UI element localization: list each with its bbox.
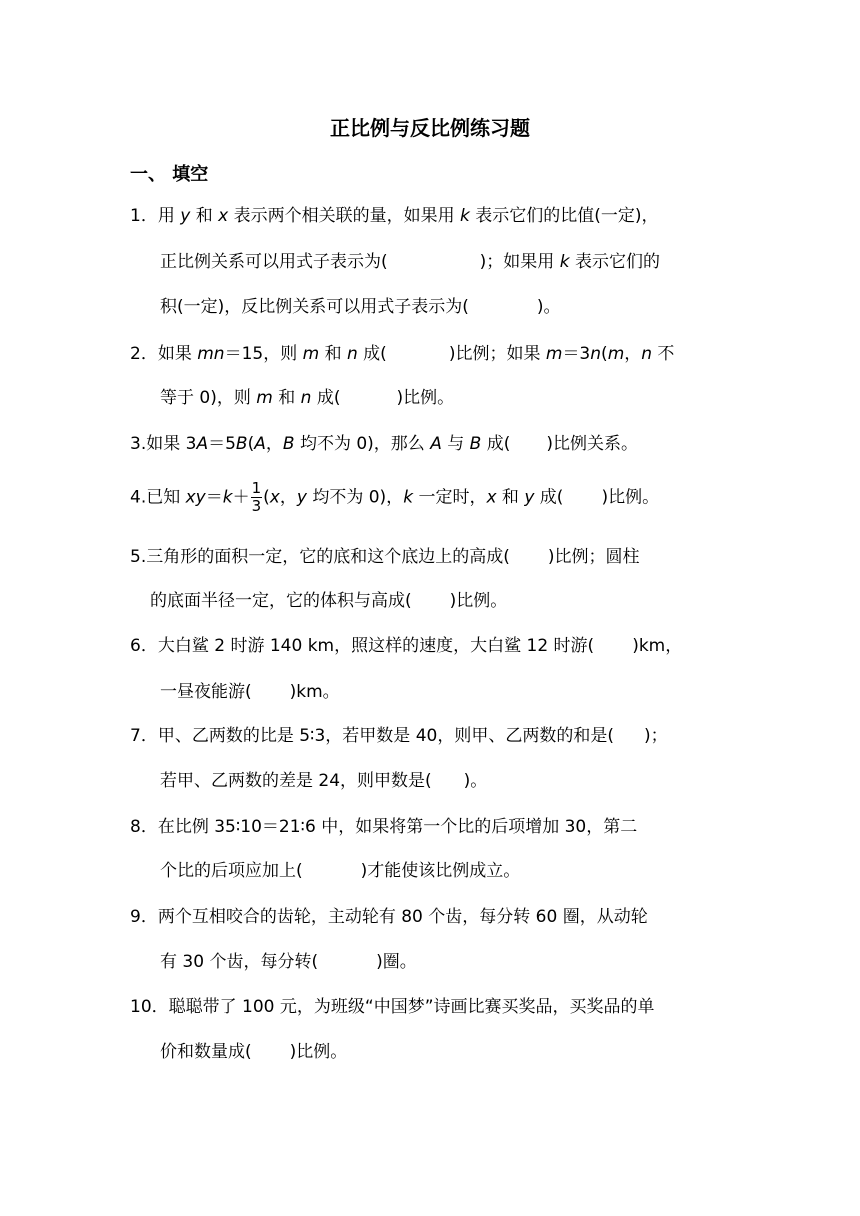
q6-line-2 bbox=[160, 680, 340, 704]
text: 一定时， bbox=[413, 487, 487, 508]
text: )。 bbox=[536, 297, 561, 317]
text: )km。 bbox=[289, 682, 340, 702]
text: ( bbox=[263, 487, 270, 508]
text: ＝5 bbox=[208, 434, 236, 454]
text: )比例。 bbox=[601, 487, 660, 508]
text: )比例；如果 bbox=[448, 344, 546, 364]
text: 大白鲨 2 时游 140 km，照这样的速度，大白鲨 12 时游( bbox=[157, 636, 595, 656]
question-number: 1． bbox=[130, 206, 158, 226]
variable: m bbox=[256, 388, 273, 408]
text: 在比例 35∶10＝21∶6 中，如果将第一个比的后项增加 30，第二 bbox=[157, 817, 638, 837]
q8-line-2 bbox=[160, 859, 520, 883]
text: 成( bbox=[357, 344, 387, 364]
variable: y bbox=[524, 487, 535, 508]
text: ， bbox=[279, 487, 297, 508]
text: )比例；圆柱 bbox=[547, 547, 640, 567]
variable: k bbox=[459, 206, 470, 226]
text: )比例。 bbox=[289, 1042, 348, 1062]
text: 如果 bbox=[157, 344, 198, 364]
text: 和 bbox=[272, 388, 301, 408]
variable: m bbox=[302, 344, 320, 364]
text: 不 bbox=[652, 344, 675, 364]
variable: xy bbox=[185, 487, 206, 508]
text: 均不为 0)，那么 bbox=[294, 434, 431, 454]
text: 若甲、乙两数的差是 24，则甲数是( bbox=[160, 771, 432, 791]
text: 表示它们的比值(一定)， bbox=[469, 206, 659, 226]
variable: B bbox=[469, 434, 482, 454]
text: 表示它们的 bbox=[569, 252, 660, 272]
variable: m bbox=[607, 344, 625, 364]
text: )比例。 bbox=[396, 388, 455, 408]
variable: y bbox=[296, 487, 307, 508]
variable: B bbox=[282, 434, 295, 454]
text: 表示两个相关联的量，如果用 bbox=[228, 206, 460, 226]
text: 两个互相咬合的齿轮，主动轮有 80 个齿，每分转 60 圈，从动轮 bbox=[157, 907, 648, 927]
variable: n bbox=[300, 388, 312, 408]
text: )圈。 bbox=[376, 952, 417, 972]
text: )km， bbox=[632, 636, 683, 656]
variable: mn bbox=[197, 344, 225, 364]
q5-line-2 bbox=[150, 589, 507, 613]
question-number: 9． bbox=[130, 907, 158, 927]
text: )比例关系。 bbox=[546, 434, 639, 454]
text: 等于 0)，则 bbox=[160, 388, 257, 408]
text: )比例。 bbox=[449, 591, 508, 611]
text: 聪聪带了 100 元，为班级“中国梦”诗画比赛买奖品，买奖品的单 bbox=[168, 997, 655, 1017]
text: 3.如果 3 bbox=[130, 434, 197, 454]
text: )；如果用 bbox=[479, 252, 560, 272]
text: 甲、乙两数的比是 5∶3，若甲数是 40，则甲、乙两数的和是( bbox=[157, 726, 614, 746]
variable: x bbox=[269, 487, 280, 508]
question-number: 8． bbox=[130, 817, 158, 837]
text: )才能使该比例成立。 bbox=[360, 861, 521, 881]
question-number: 10． bbox=[130, 997, 169, 1017]
text: 成( bbox=[481, 434, 511, 454]
q7-line-1 bbox=[130, 724, 668, 748]
variable: x bbox=[218, 206, 229, 226]
fraction-numerator: 1 bbox=[251, 479, 262, 497]
variable: A bbox=[430, 434, 442, 454]
q5-line-1 bbox=[130, 545, 640, 569]
variable: A bbox=[196, 434, 209, 454]
question-number: 6． bbox=[130, 636, 158, 656]
fraction-denominator: 3 bbox=[251, 497, 262, 515]
text: 的底面半径一定，它的体积与高成( bbox=[150, 591, 412, 611]
variable: n bbox=[347, 344, 358, 364]
q1-line-2 bbox=[160, 250, 660, 274]
variable: m bbox=[545, 344, 563, 364]
page-title: 正比例与反比例练习题 bbox=[330, 116, 530, 140]
q3-line-1 bbox=[130, 432, 638, 456]
text: 成( bbox=[311, 388, 341, 408]
text: )； bbox=[643, 726, 668, 746]
variable: k bbox=[559, 252, 570, 272]
question-number: 7． bbox=[130, 726, 158, 746]
text: 用 bbox=[157, 206, 175, 226]
text: 与 bbox=[441, 434, 470, 454]
section-heading: 一、 填空 bbox=[130, 164, 209, 185]
variable: x bbox=[486, 487, 497, 508]
variable: A bbox=[254, 434, 266, 454]
q2-line-1 bbox=[130, 342, 674, 366]
variable: k bbox=[403, 487, 414, 508]
q4-line-1 bbox=[130, 480, 659, 515]
text: ( bbox=[601, 344, 608, 364]
text: 积(一定)，反比例关系可以用式子表示为( bbox=[160, 297, 469, 317]
q2-line-2 bbox=[160, 386, 454, 410]
variable: n bbox=[641, 344, 653, 364]
text: 和 bbox=[496, 487, 525, 508]
q9-line-2 bbox=[160, 950, 417, 974]
q1-line-3 bbox=[160, 295, 561, 319]
text: 成( bbox=[534, 487, 564, 508]
text: 正比例关系可以用式子表示为( bbox=[160, 252, 388, 272]
q6-line-1 bbox=[130, 634, 682, 658]
variable: B bbox=[235, 434, 248, 454]
text: 和 bbox=[319, 344, 347, 364]
fraction bbox=[251, 480, 263, 515]
text: 5.三角形的面积一定，它的底和这个底边上的高成( bbox=[130, 547, 510, 567]
text: 有 30 个齿，每分转( bbox=[160, 952, 319, 972]
q9-line-1 bbox=[130, 905, 648, 929]
text: ＝ bbox=[205, 487, 223, 508]
text: 价和数量成( bbox=[160, 1042, 252, 1062]
text: 和 bbox=[190, 206, 219, 226]
variable: y bbox=[180, 206, 191, 226]
text: ＋ bbox=[232, 487, 250, 508]
text: 均不为 0)， bbox=[306, 487, 404, 508]
text: ＝15，则 bbox=[224, 344, 303, 364]
text: 一昼夜能游( bbox=[160, 682, 252, 702]
text: 个比的后项应加上( bbox=[160, 861, 303, 881]
q10-line-2 bbox=[160, 1040, 347, 1064]
question-number: 2． bbox=[130, 344, 158, 364]
q1-line-1 bbox=[130, 204, 659, 228]
q8-line-1 bbox=[130, 815, 637, 839]
text: ( bbox=[247, 434, 255, 454]
text: ， bbox=[624, 344, 642, 364]
variable: n bbox=[590, 344, 602, 364]
text: 4.已知 bbox=[130, 487, 186, 508]
text: ， bbox=[265, 434, 283, 454]
variable: k bbox=[222, 487, 233, 508]
text: ＝3 bbox=[562, 344, 591, 364]
q7-line-2 bbox=[160, 769, 487, 793]
text: )。 bbox=[463, 771, 488, 791]
q10-line-1 bbox=[130, 995, 655, 1019]
